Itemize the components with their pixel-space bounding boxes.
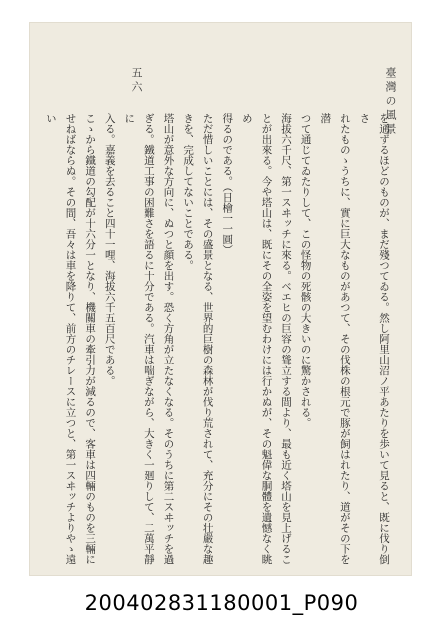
body-line: とが出來る。今や塔山は、既にその全姿を望むわけには行かぬが、その魁偉な胴體を遺憾なく眺め bbox=[240, 113, 273, 565]
running-title: 臺灣の風景 bbox=[384, 67, 397, 137]
body-line: 海拔六千尺、第一スヰッチに來る。ベエヒの巨容の聳立する間より、最も近く塔山を見上げるこ bbox=[280, 113, 293, 565]
body-line: せねばならぬ。その間、吾々は車を降りて、前方のチレースに立つと、第一スヰッチよりやゝ遠い bbox=[44, 113, 77, 565]
body-text bbox=[44, 113, 393, 565]
body-line: 入る。嘉義を去ること四十一哩、海拔六千五百尺である。 bbox=[103, 113, 116, 386]
page-number: 五六 bbox=[130, 67, 143, 95]
body-line: こゝから鐵道の勾配が十六分一となり、機關車の牽引力が減るので、客車は四輛のものを三輛に bbox=[84, 113, 97, 565]
scan-id-caption: 200402831180001_P090 bbox=[84, 591, 359, 615]
body-line: つて通じてゐたりして、この怪物の死骸の大きいのに驚かされる。 bbox=[299, 113, 312, 428]
body-line: ぎる。鐵道工事の困難さを語るに十分である。汽車は喘ぎながら、大きく一廻りして、二萬平靜に bbox=[123, 113, 155, 565]
body-line: 塔山が意外な方向に、ぬつと顔を出す。恐く方角が立たなくなる。そのうちに第二スヰッチを過 bbox=[162, 113, 175, 565]
body-line: きを、完成してないことである。 bbox=[182, 113, 195, 271]
body-line: 得るのである。（日檜一一圓） bbox=[221, 113, 234, 255]
body-line: れたものゝうちに、實に巨大なものがあつて、その伐株の根元で豚が飼はれたり、道がその下を潜 bbox=[319, 113, 351, 565]
body-line: ただ惜しいことには、その盛景となる、世界的巨樹の森林が伐り荒されて、充分にその壮嚴な趣 bbox=[201, 113, 214, 565]
body-line: を通ずるほどのものが、まだ殘つてゐる。然し阿里山沼ノ平あたりを歩いて見ると、既に伐り倒さ bbox=[358, 113, 390, 565]
document-page bbox=[30, 23, 411, 575]
